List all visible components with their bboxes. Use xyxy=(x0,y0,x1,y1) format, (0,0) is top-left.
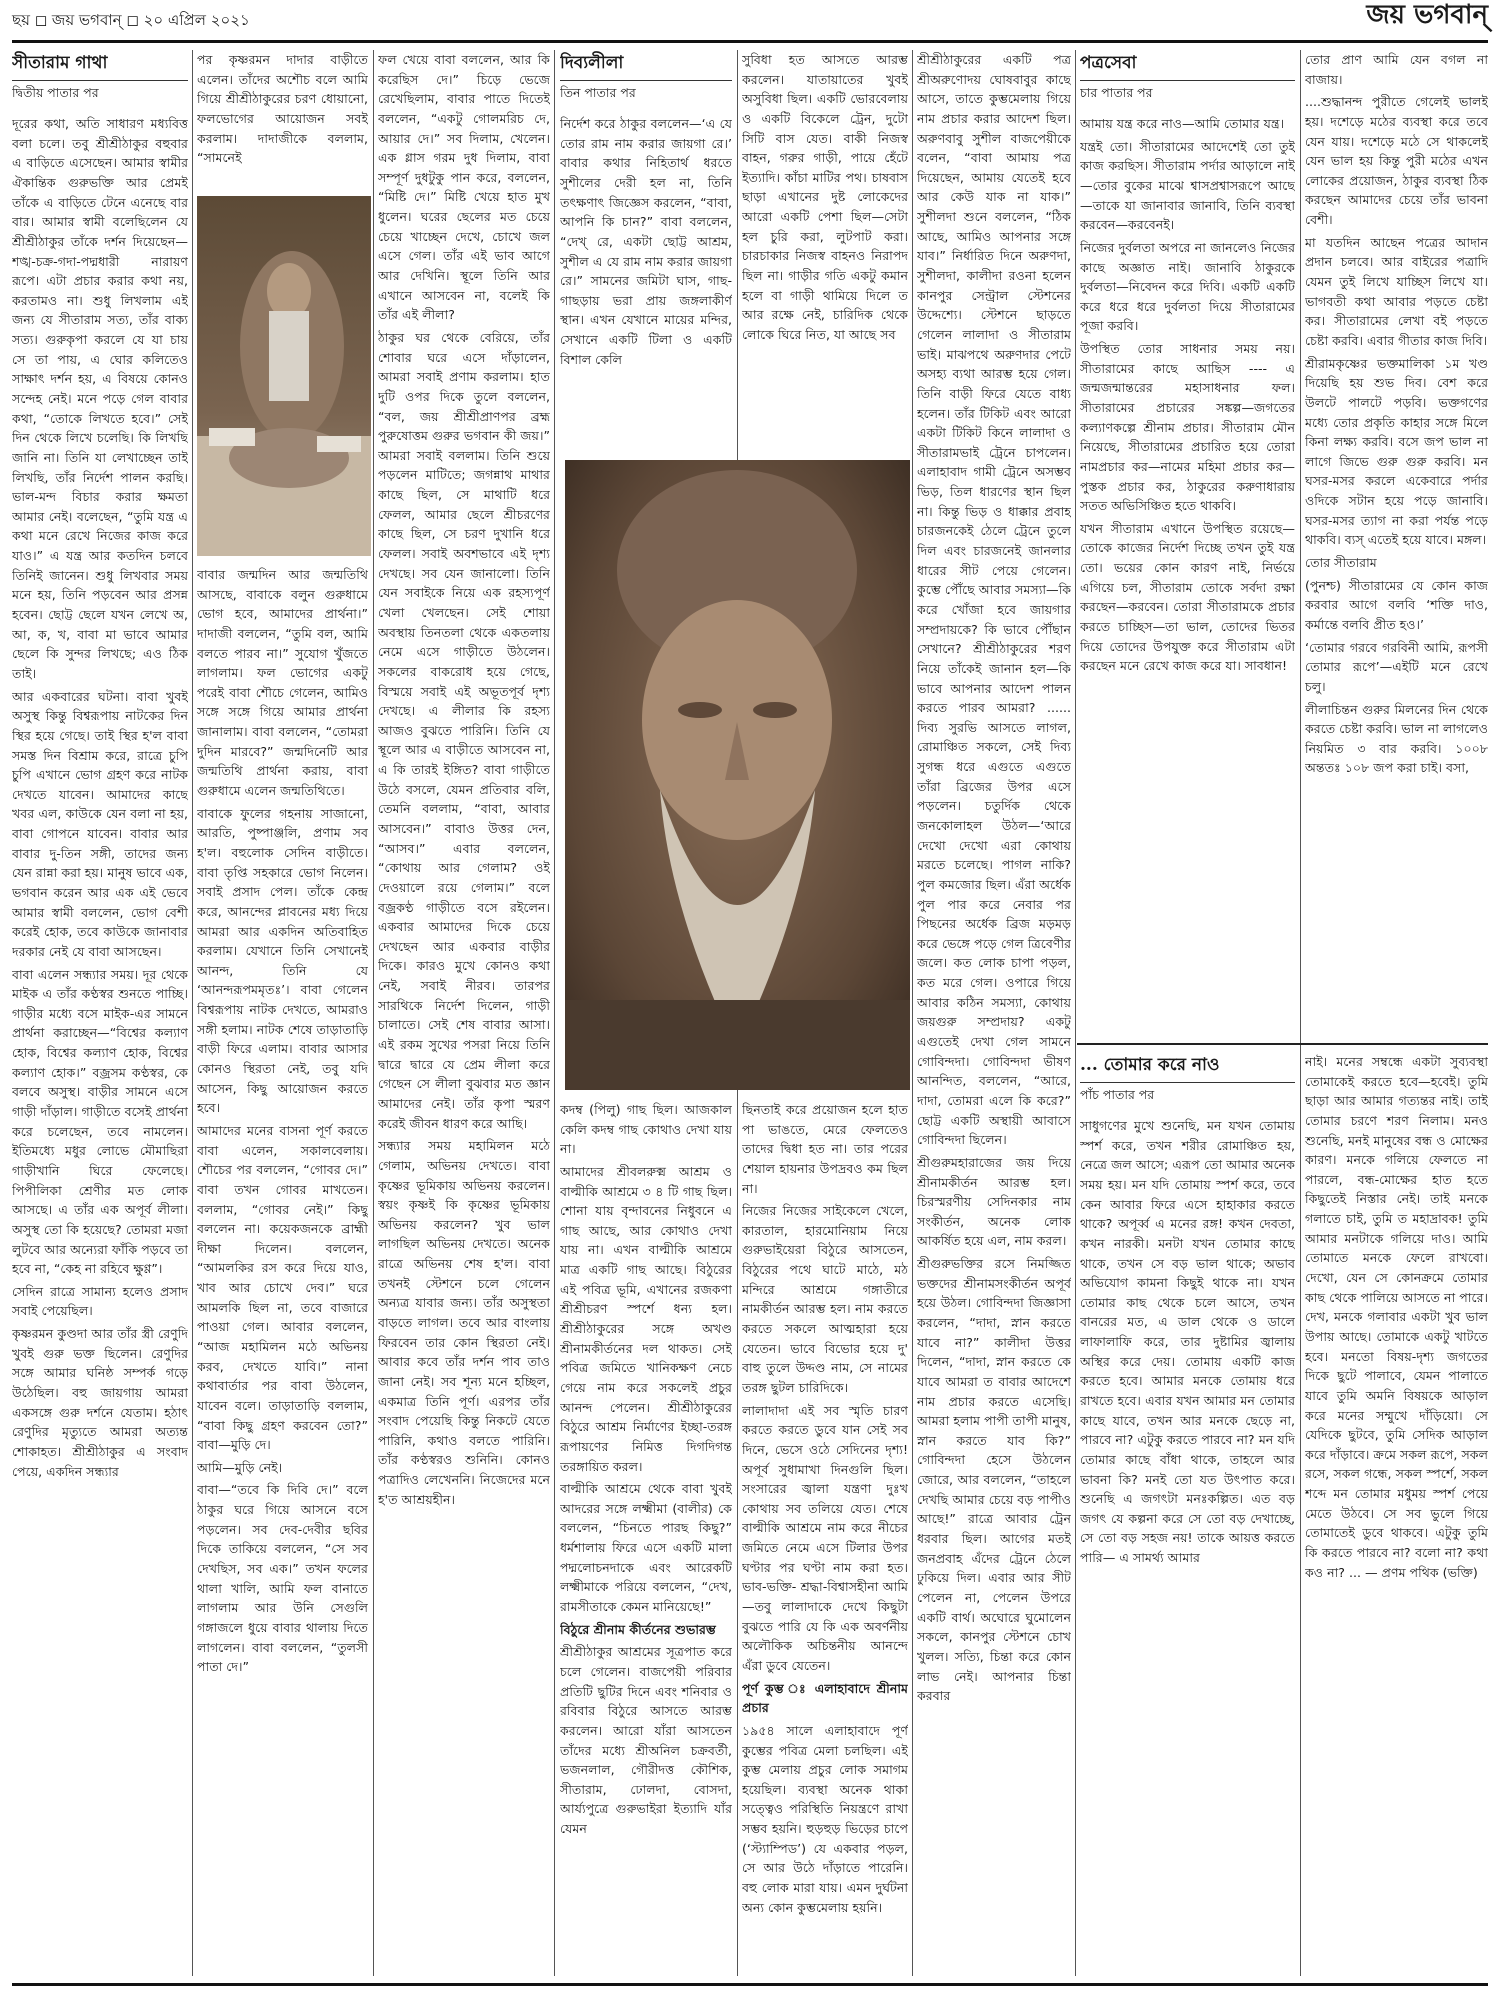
paragraph: আর একবারের ঘটনা। বাবা খুবই অসুস্থ কিন্তু বিশ্বরূপায় নাটকের দিন স্থির হয়ে গেছে। তাই স্থির হ'ল বাবা সমস্ত দিন বিশ্রাম করে, রাত্রে চুপি চুপি এখানে ভোগ গ্রহণ করে নাটক দেখতে যাবেন। আমাদের কাছে খবর এল, কাউকে যেন বলা না হয়, বাবা গোপনে যাবেন। বাবার আর বাবার দু-তিন সঙ্গী, তাদের জন্য যেন রান্না করা হয়। মানুষ ভাবে এক, ভগবান করেন আর এক এই ভেবে আমার স্বামী বললেন, ভোগ বেশী করেই হোক, তবে কাউকে জানাবার দরকার নেই যে বাবা আসছেন। xyxy=(12,688,188,959)
tomar-title: ... তোমার করে নাও xyxy=(1080,1052,1295,1083)
sitaram-continued: দ্বিতীয় পাতার পর xyxy=(12,84,99,100)
paragraph: বাল্মীকি আশ্রমে থেকে বাবা খুবই আদরের সঙ্গে লক্ষ্মীমা (বালীর) কে বললেন, “চিনতে পারছ কিছু?” ধর্মশালায় ফিরে এসে একটি মালা পদ্মলোচনদাকে এবং আরেকটি লক্ষ্মীমাকে পরিয়ে বললেন, “দেখ, রামসীতাকে কেমন মানিয়েছে!” xyxy=(560,1481,732,1615)
paragraph: তোর প্রাণ আমি যেন বগল না বাজায়। xyxy=(1305,52,1488,87)
paragraph: শ্রীগুরুভক্তির রসে নিমজ্জিত ভক্তদের শ্রীনামসংকীর্তন অপূর্ব হয়ে উঠল। গোবিন্দদা জিজ্ঞাসা করলেন, “দাদা, স্নান করতে যাবে না?” কালীদা উত্তর দিলেন, “দাদা, স্নান করতে কে যাবে আমরা ত বাবার আদেশে নাম প্রচার করতে এসেছি। আমরা হলাম পাপী তাপী মানুষ, স্নান করতে যাব কি?” গোবিন্দদা হেসে উঠলেন জোরে, আর বললেন, “তাহলে দেখছি আমার চেয়ে বড় পাপীও আছে!” রাত্রে আবার ট্রেন ধরবার ছিল। আগের মতই জনপ্রবাহ এঁদের ট্রেনে ঠেলে ঢুকিয়ে দিল। এবার আর সীট পেলেন না, পেলেন উপরে একটি বার্থ। অঘোরে ঘুমোলেন সকলে, কানপুর স্টেশনে চোখ খুলল। সত্যি, চিন্তা করে কোন লাভ নেই। আপনার চিন্তা করবার xyxy=(917,1256,1071,1704)
tomar-continued: পাঁচ পাতার পর xyxy=(1080,1086,1155,1102)
paragraph: লালাদাদা এই সব স্মৃতি চারণ করতে করতে ডুবে যান সেই সব দিনে, ভেসে ওঠে সেদিনের দৃশ্য! অপূর্ব সুধামাখা দিনগুলি ছিল। সংসারের জ্বালা যন্ত্রণা দুঃখ কোথায় সব তলিয়ে যেত। শেষে বাল্মীকি আশ্রমে নাম করে নীচের জমিতে নেমে এসে টিলার উপর ঘণ্টার পর ঘণ্টা নাম করা হত। ভাব-ভক্তি- শ্রদ্ধা-বিশ্বাসহীনা আমি—তবু লালাদাকে দেখে কিছুটা বুঝতে পারি যে কি এক অবর্ণনীয় অলৌকিক অচিন্তনীয় আনন্দে এঁরা ডুবে যেতেন। xyxy=(742,1402,908,1673)
paragraph: যন্ত্রই তো। সীতারামের আদেশেই তো তুই কাজ করছিস। সীতারাম পর্দার আড়ালে নাই—তোর বুকের মাঝে শ্বাসপ্রশ্বাসরূপে আছে—তাকে যা জানাবার জানাবি, তিনি ব্যবস্থা করবেন—করবেনই। xyxy=(1080,138,1295,233)
paragraph: ফল খেয়ে বাবা বললেন, আর কি করেছিস দে।” চিড়ে ভেজে রেখেছিলাম, বাবার পাতে দিতেই বললেন, “একটু গোলমরিচ দে, আয়ার দে।” সব দিলাম, খেলেন। এক গ্লাস গরম দুধ দিলাম, বাবা সম্পূর্ণ দুধটুকু পান করে, বললেন, “মিষ্টি দে।” মিষ্টি খেয়ে হাত মুখ ধুলেন। ঘরের ছেলের মত চেয়ে চেয়ে খাচ্ছেন দেখে, চোখে জল এসে গেল। তাঁর এই ভাব আগে আর দেখিনি। স্থূলে তিনি আর এখানে আসবেন না, বলেই কি তাঁর এই লীলা? xyxy=(378,52,550,323)
column-rule xyxy=(1300,50,1301,1976)
page-info: ছয় ◻ জয় ভগবান্ ◻ ২০ এপ্রিল ২০২১ xyxy=(12,11,250,29)
paragraph: আমি—মুড়ি নেই। xyxy=(197,1459,283,1475)
dibyalila-column-4-bottom xyxy=(560,1100,732,1976)
page-header xyxy=(12,0,1488,43)
sitaram-column-2-bottom xyxy=(197,565,368,1976)
paragraph: নির্দেশ করে ঠাকুর বললেন—‘এ যে তোর রাম নাম করার জায়গা রে।’ বাবার কথার নিহিতার্থ ধরতে সুশীলের দেরী হল না, তিনি তৎক্ষণাৎ জিজ্ঞেস করলেন, “বাবা, আপনি কি চান?” বাবা বললেন, “দেখ্ রে, একটা ছোট্ট আশ্রম, সুশীল এ যে রাম নাম করার জায়গা রে।” সামনের জমিটা ঘাস, গাছ-গাছড়ায় ভরা প্রায় জঙ্গলাকীর্ণ স্থান। এখন যেখানে মায়ের মন্দির, সেখানে একটি টিলা ও একটি বিশাল কেলি xyxy=(560,116,732,367)
paragraph: (পুনশ্চ) সীতারামের যে কোন কাজ করবার আগে বলবি ‘শক্তি দাও, কর্মান্তে বলবি প্রীত হও।’ xyxy=(1305,577,1488,632)
paragraph: শ্রীশ্রীঠাকুর আশ্রমের সূত্রপাত করে চলে গেলেন। বাজপেয়ী পরিবার প্রতিটি ছুটির দিনে এবং শনিবার ও রবিবার বিঠুরে আসতে আরম্ভ করলেন। আরো যাঁরা আসতেন তাঁদের মধ্যে শ্রীঅনিল চক্রবর্তী, ভজনলাল, গৌরীদত্ত কৌশিক, সীতারাম, ঢোলদা, বোসদা, আর্য্যপুত্রে গুরুভাইরা ইত্যাদি যাঁর যেমন xyxy=(560,1644,732,1837)
dibyalila-column-4-top xyxy=(560,50,732,455)
column-rule xyxy=(192,50,193,1976)
signature: তোর সীতারাম xyxy=(1305,555,1377,571)
paragraph: উপস্থিত তোর সাধনার সময় নয়। সীতারামের কাছে আছিস ---- এ জন্মজন্মান্তরের মহাসাধনার ফল। সীতারামের প্রচারের সঙ্কল্প—জগতের কল্যাণকল্পে শ্রীনাম প্রচার। সীতারাম মৌন নিয়েছে, সীতারামের প্রচারিত হয়ে তোরা নামপ্রচার কর—নামের মহিমা প্রচার কর—পুস্তক প্রচার কর, ঠাকুরের করুণাধারায় সতত অভিসিঞ্চিত হতে থাকবি। xyxy=(1080,341,1295,514)
dibyalila-title: দিব্যলীলা xyxy=(560,50,732,81)
patraseba-continued: চার পাতার পর xyxy=(1080,84,1153,100)
photo-sitaram-portrait xyxy=(565,460,910,1090)
paragraph: মা যতদিন আছেন পত্রের আদান প্রদান চলবে। আর বাইরের পত্রাদি যেমন তুই লিখে যাচ্ছিস লিখে যা। ভাগবতী কথা আবার পড়তে চেষ্টা কর। সীতারামের লেখা বই পড়তে চেষ্টা করবি। এবার গীতার কাজ দিবি। xyxy=(1305,234,1488,348)
paragraph: বাবাকে ফুলের গহনায় সাজানো, আরতি, পুষ্পাঞ্জলি, প্রণাম সব হ'ল। বহুলোক সেদিন বাড়ীতে। বাবা তৃপ্তি সহকারে ভোগ নিলেন। সবাই প্রসাদ পেল। তাঁকে কেন্দ্র করে, আনন্দের প্লাবনের মধ্য দিয়ে আমরা আর একদিন অতিবাহিত করলাম। যেখানে তিনি সেখানেই আনন্দ, তিনি যে ‘আনন্দরূপমমৃতঃ’। বাবা গেলেন বিশ্বরূপায় নাটক দেখতে, আমরাও সঙ্গী হলাম। নাটক শেষে তাড়াতাড়ি বাড়ী ফিরে এলাম। বাবার আসার কোনও স্থিরতা নেই, তবু যদি আসেন, কিছু আয়োজন করতে হবে। xyxy=(197,805,368,1116)
patraseba-column-7 xyxy=(1080,50,1295,1035)
paragraph: কদম্ব (পিলু) গাছ ছিল। আজকাল কেলি কদম্ব গাছ কোথাও দেখা যায় না। xyxy=(560,1102,732,1157)
paragraph: সাধুগণের মুখে শুনেছি, মন যখন তোমায় স্পর্শ করে, তখন শরীর রোমাঞ্চিত হয়, নেত্রে জল আসে; এরূপ তো আমার অনেক সময় হয়। মন যদি তোমায় স্পর্শ করে, তবে কেন আবার ফিরে এসে হাহাকার করতে থাকে? অপূর্ব্ব এ মনের রঙ্গ! কখন দেবতা, কখন নারকী। মনটা যখন তোমার কাছে থাকে, তখন সে বড় ভাল থাকে; অভাব অভিযোগ কামনা কিছুই থাকে না। যখন তোমার কাছ থেকে চলে আসে, তখন বানরের মত, এ ডাল থেকে ও ডালে লাফালাফি করে, তার দুষ্টামির জ্বালায় অস্থির করে দেয়। তোমায় একটি কাজ করতে হবে। আমার মনকে তোমায় ধরে রাখতে হবে। এবার যখন আমার মন তোমার কাছে যাবে, তখন আর মনকে ছেড়ে না, পারবে না? এটুকু করতে পারবে না? মন যদি তোমার কাছে বাঁধা থাকে, তাহলে আর ভাবনা কি? মনই তো যত উৎপাত করে। শুনেছি এ জগৎটা মনঃকল্পিত। এত বড় জগৎ যে কল্পনা করে সে তো বড় দেখাচ্ছে, সে তো বড় সহজ নয়! তাকে আয়ত্ত করতে পারি— এ সামর্থ্য আমার xyxy=(1080,1118,1295,1566)
patraseba-title: পত্রসেবা xyxy=(1080,50,1295,81)
paragraph: লীলাচিন্তন গুরুর মিলনের দিন থেকে করতে চেষ্টা করবি। ভাল না লাগলেও নিয়মিত ৩ বার করবি। ১০০৮ অন্ততঃ ১০৮ জপ করা চাই। বসা, xyxy=(1305,701,1488,776)
paragraph: ১৯৫৪ সালে এলাহাবাদে পূর্ণ কুম্ভের পবিত্র মেলা চলছিল। এই কুম্ভ মেলায় প্রচুর লোক সমাগম হয়েছিল। ব্যবস্থা অনেক থাকা সত্ত্বেও পরিস্থিতি নিয়ন্ত্রণে রাখা সম্ভব হয়নি। হুড়হুড় ভিড়ের চাপে (‘স্ট্যাম্পিড’) যে একবার পড়ল, সে আর উঠে দাঁড়াতে পারেনি। বহু লোক মারা যায়। এমন দুর্ঘটনা অন্য কোন কুম্ভমেলায় হয়নি। xyxy=(742,1722,908,1915)
dibyalila-column-6 xyxy=(917,50,1071,1976)
sitaram-column-3 xyxy=(378,50,550,1976)
paragraph: আমায় যন্ত্র করে নাও—আমি তোমার যন্ত্র। xyxy=(1080,116,1285,132)
paragraph: নাই। মনের সম্বন্ধে একটা সুব্যবস্থা তোমাকেই করতে হবে—হবেই। তুমি ছাড়া আর আমার গত্যন্তর নাই। তাই তোমার চরণে শরণ নিলাম। মনও শুনেছি, মনই মানুষের বন্ধ ও মোক্ষের কারণ। মনকে গলিয়ে ফেলতে না পারলে, বন্ধ-মোক্ষের হাত হতে কিছুতেই নিস্তার নেই। তাই মনকে গলাতে চাই, তুমি ত মহাদ্রাবক! তুমি আমার মনটাকে গলিয়ে দাও। আমি তোমাতে মনকে ফেলে রাখবো। দেখো, যেন সে কোনক্রমে তোমার কাছ থেকে পালিয়ে আসতে না পারে। দেখ, মনকে গলাবার একটা খুব ভাল উপায় আছে। তোমাকে একটু খাটতে হবে। মনতো বিষয়-দৃশ্য জগতের দিকে ছুটে পালাবে, যেমন পালাতে যাবে তুমি অমনি বিষয়কে আড়াল করে মনের সম্মুখে দাঁড়িয়ো। সে যেদিকে ছুটবে, তুমি সেদিক আড়াল করে দাঁড়াবে। ক্রমে সকল রূপে, সকল রসে, সকল গন্ধে, সকল স্পর্শে, সকল শব্দে মন তোমার মধুময় স্পর্শ পেয়ে মেতে উঠবে। সে সব ভুলে গিয়ে তোমাতেই ডুবে থাকবে। এটুকু তুমি কি করতে পারবে না? বলো না? কথা কও না? ... — প্রণম পথিক (ভক্তি) xyxy=(1305,1054,1488,1580)
paragraph: ‘তোমার গরবে গরবিনী আমি, রূপসী তোমার রূপে’—এইটি মনে রেখে চলু। xyxy=(1305,639,1488,694)
masthead: জয় ভগবান্ xyxy=(1366,0,1488,30)
paragraph: দূরের কথা, অতি সাধারণ মধ্যবিত্ত বলা চলে। তবু শ্রীশ্রীঠাকুর বহুবার এ বাড়িতে এসেছেন। আমার স্বামীর ঐকান্তিক গুরুভক্তি আর প্রেমই তাঁকে এ বাড়িতে টেনে এনেছে বার বার। আমার স্বামী বলেছিলেন যে শ্রীশ্রীঠাকুর তাঁকে দর্শন দিয়েছেন—শঙ্খ-চক্র-গদা-পদ্মধারী নারায়ণ রূপে। এটা প্রচার করার কথা নয়, করতামও না। শুধু লিখলাম এই জন্য যে সীতারাম সত্য, তাঁর বাক্য সত্য। গুরুকৃপা করলে যে যা চায় সে তা পায়, এ ঘোর কলিতেও সাক্ষাৎ দর্শন হয়, এ বিষয়ে কোনও সন্দেহ নেই। মনে পড়ে গেল বাবার কথা, “তোকে লিখতে হবে।” সেই দিন থেকে লিখে চলেছি। কি লিখছি জানি না। তিনি যা লেখাচ্ছেন তাই লিখছি, তাঁর নির্দেশ পালন করছি। ভাল-মন্দ বিচার করার ক্ষমতা আমার নেই। বলেছেন, “তুমি যন্ত্র এ কথা মনে রেখে নিজের কাজ করে যাও।” এ যন্ত্র আর কতদিন চলবে তিনিই জানেন। শুধু লিখবার সময় মনে হয়, তিনি পড়বেন আর প্রসন্ন হবেন। ছোট্ট ছেলে যখন লেখে অ, আ, ক, খ, বাবা মা ভাবে আমার ছেলে কি সুন্দর লিখছে; এও ঠিক তাই। xyxy=(12,116,188,681)
dibyalila-continued: তিন পাতার পর xyxy=(560,84,636,100)
subheading: বিঠুরে শ্রীনাম কীর্তনের শুভারম্ভ xyxy=(560,1621,716,1637)
section-rule xyxy=(1077,1043,1488,1045)
sitaram-title: সীতারাম গাথা xyxy=(12,50,188,81)
sitaram-column-1 xyxy=(12,50,188,1976)
paragraph: যখন সীতারাম এখানে উপস্থিত রয়েছে—তোকে কাজের নির্দেশ দিচ্ছে তখন তুই যন্ত্র তো। ভয়ের কোন কারণ নাই, নির্ভয়ে এগিয়ে চল, সীতারাম তোকে সর্বদা রক্ষা করছেন—করবেন। তোরা সীতারামকে প্রচার করতে চাচ্ছিস—তা ভাল, তোদের ভিতর দিয়ে তোদের উপযুক্ত করে সীতারাম এটা করছেন মনে রেখে কাজ করে যা। সাবধান! xyxy=(1080,520,1295,674)
paragraph: নিজের দুর্বলতা অপরে না জানলেও নিজের কাছে অজ্ঞাত নাই। জানাবি ঠাকুরকে দুর্বলতা—নিবেদন করে দিবি। একটি একটি করে ধরে ধরে দুর্বলতা দিয়ে সীতারামের পূজা করবি। xyxy=(1080,239,1295,334)
tomar-column-7 xyxy=(1080,1052,1295,1976)
paragraph: সেদিন রাত্রে সামান্য হলেও প্রসাদ সবাই পেয়েছিল। xyxy=(12,1283,188,1319)
paragraph: বাবা এলেন সন্ধ্যার সময়। দূর থেকে মাইক এ তাঁর কণ্ঠস্বর শুনতে পাচ্ছি। গাড়ীর মধ্যে বসে মাইক-এর সামনে প্রার্থনা করাচ্ছেন—“বিশ্বের কল্যাণ হোক, বিশ্বের কল্যাণ হোক, বিশ্বের কল্যাণ হোক।” বজ্রসম কণ্ঠস্বর, কে বলবে অসুস্থ। বাড়ীর সামনে এসে গাড়ী দাঁড়াল। গাড়ীতে বসেই প্রার্থনা করে চলেছেন, তবে নামলেন। ইতিমধ্যে মধুর লোভে মৌমাছিরা গাড়ীখানি ঘিরে ফেলেছে। পিপীলিকা শ্রেণীর মত লোক আসছে। এ তাঁর এক অপূর্ব লীলা। অসুস্থ তো কি হয়েছে? তোমরা মজা লুটবে আর অন্যেরা ফাঁকি পড়বে তা হবে না, “কেহ না রহিবে ক্ষুণ্ণ”। xyxy=(12,966,188,1277)
tomar-column-8 xyxy=(1305,1052,1488,1976)
paragraph: ঠাকুর ঘর থেকে বেরিয়ে, তাঁর শোবার ঘরে এসে দাঁড়ালেন, আমরা সবাই প্রণাম করলাম। হাত দুটি ওপর দিকে তুলে বললেন, “বল, জয় শ্রীশ্রীপ্রাণপর ব্রহ্ম পুরুষোত্তম গুরুর ভগবান কী জয়।” আমরা সবাই বললাম। তিনি শুয়ে পড়লেন মাটিতে; জগন্নাথ মাথার কাছে ছিল, সে মাথাটি ধরে ফেলল, আমার ছেলে শ্রীচরণের কাছে ছিল, সে চরণ দুখানি ধরে ফেলল। সবাই অবশভাবে এই দৃশ্য দেখছে। সব যেন জানালো। তিনি যেন সবাইকে নিয়ে এক রহস্যপূর্ণ খেলা খেলছেন। সেই শোয়া অবস্থায় তিনতলা থেকে একতলায় নেমে এসে গাড়ীতে উঠলেন। সকলের বাকরোধ হয়ে গেছে, বিস্ময়ে সবাই এই অভূতপূর্ব দৃশ্য দেখছে। এ লীলার কি রহস্য আজও বুঝতে পারিনি। তিনি যে স্থূলে আর এ বাড়ীতে আসবেন না, এ কি তারই ইঙ্গিত? বাবা গাড়ীতে উঠে বসলে, যেমন প্রতিবার বলি, তেমনি বললাম, “বাবা, আবার আসবেন।” বাবাও উত্তর দেন, “আসব।” এবার বললেন, “কোথায় আর গেলাম? ওই দেওয়ালে রয়ে গেলাম।” বলে বজ্রকণ্ঠ গাড়ীতে বসে রইলেন। একবার আমাদের দিকে চেয়ে দেখছেন আর একবার বাড়ীর দিকে। কারও মুখে কোনও কথা নেই, সবাই নীরব। তারপর সারথিকে নির্দেশ দিলেন, গাড়ী চালাতে। সেই শেষ বাবার আসা। এই রকম সুখের পসরা নিয়ে তিনি দ্বারে দ্বারে যে প্রেম লীলা করে গেছেন সে লীলা বুঝবার মত জ্ঞান আমাদের নেই। তাঁর কৃপা স্মরণ করেই জীবন ধারণ করে আছি। xyxy=(378,329,550,1131)
sitaram-column-2-top xyxy=(197,50,368,190)
footer-rule xyxy=(12,1983,1488,1986)
paragraph: আমাদের শ্রীবলরুক্ম আশ্রম ও বাল্মীকি আশ্রমে ৩ ৪ টি গাছ ছিল। শোনা যায় বৃন্দাবনের নিধুবনে এ গাছ আছে, আর কোথাও দেখা যায় না। এখন বাল্মীকি আশ্রমে মাত্র একটি গাছ আছে। বিঠুরের এই পবিত্র ভূমি, এখানের রজকণা শ্রীশ্রীচরণ স্পর্শে ধন্য হল। শ্রীশ্রীঠাকুরের সঙ্গে অখণ্ড শ্রীনামকীর্তনের দল থাকত। সেই পবিত্র জমিতে খানিকক্ষণ নেচে গেয়ে নাম করে সকলেই প্রচুর আনন্দ পেলেন। শ্রীশ্রীঠাকুরের বিঠুরে আশ্রম নির্মাণের ইচ্ছা-তরঙ্গ রূপায়ণের নিমিত্ত দিগদিগন্ত তরঙ্গায়িত করল। xyxy=(560,1163,732,1474)
paragraph: সুবিধা হত আসতে আরম্ভ করলেন। যাতায়াতের খুবই অসুবিধা ছিল। একটি ভোরবেলায় ও একটি বিকেলে ট্রেন, দুটো সিটি বাস যেত। বাকী নিজস্ব বাহন, গরুর গাড়ী, পায়ে হেঁটে ইত্যাদি। কাঁচা মাটির পথ। চাষবাস ছাড়া এখানের দুষ্ট লোকেদের আরো একটি পেশা ছিল—সেটা হল চুরি করা, লুটপাট করা। চারচাকার নিজস্ব বাহনও নিরাপদ ছিল না। গাড়ীর গতি একটু কমান হলে বা গাড়ী থামিয়ে দিলে ত আর রক্ষে নেই, চারিদিক থেকে লোকে ঘিরে নিত, যা আছে সব xyxy=(742,52,908,342)
column-rule xyxy=(912,50,913,1976)
paragraph: পর কৃষ্ণরমন দাদার বাড়ীতে এলেন। তাঁদের অশৌচ বলে আমি গিয়ে শ্রীশ্রীঠাকুরের চরণ ধোয়ানো, ফলভোগের আয়োজন সবই করলাম। দাদাজীকে বললাম, “সামনেই xyxy=(197,52,368,166)
paragraph: ছিনতাই করে প্রয়োজন হলে হাত পা ভাঙতে, মেরে ফেলতেও তাদের দ্বিধা হত না। তার পরের শেয়াল হায়নার উপদ্রবও কম ছিল না। xyxy=(742,1102,908,1196)
photo-sitaram-seated xyxy=(197,196,371,556)
paragraph: কৃষ্ণরমন কুণ্ডদা আর তাঁর স্ত্রী রেণুদি খুবই গুরু ভক্ত ছিলেন। রেণুদির সঙ্গে আমার ঘনিষ্ঠ সম্পর্ক গড়ে উঠেছিল। বহু জায়গায় আমরা একসঙ্গে গুরু দর্শনে যেতাম। হঠাৎ রেণুদির মৃত্যুতে আমরা অত্যন্ত শোকাহত। শ্রীশ্রীঠাকুর এ সংবাদ পেয়ে, একদিন সন্ধ্যার xyxy=(12,1326,188,1479)
column-rule xyxy=(1075,50,1076,1976)
dibyalila-column-5-bottom xyxy=(742,1100,908,1976)
paragraph: বাবার জন্মদিন আর জন্মতিথি আসছে, বাবাকে বলুন গুরুধামে ভোগ হবে, আমাদের প্রার্থনা।” দাদাজী বললেন, “তুমি বল, আমি বলতে পারব না।” সুযোগ খুঁজতে লাগলাম। ফল ভোগের একটু পরেই বাবা শৌচে গেলেন, আমিও সঙ্গে সঙ্গে গিয়ে আমার প্রার্থনা জানালাম। বাবা বললেন, “তোমরা দুদিন মারবে?” জন্মদিনেটি আর জন্মতিথি প্রার্থনা করায়, বাবা গুরুধামে এলেন জন্মতিথিতে। xyxy=(197,567,368,799)
paragraph: শ্রীগুরুমহারাজের জয় দিয়ে শ্রীনামকীর্তন আরম্ভ হল। চিরস্মরণীয় সেদিনকার নাম সংকীর্তন, অনেক লোক আকর্ষিত হয়ে এল, নাম করল। xyxy=(917,1154,1071,1249)
subheading: পূর্ণ কুম্ভ ঃ এলাহাবাদে শ্রীনাম প্রচার xyxy=(742,1680,908,1716)
column-rule xyxy=(373,50,374,1976)
paragraph: নিজের নিজের সাইকেলে খেলে, কারতাল, হারমোনিয়াম নিয়ে গুরুভাইয়েরা বিঠুরে আসতেন, বিঠুরের পথে ঘাটে মাঠে, মঠ মন্দিরে আশ্রমে গঙ্গাতীরে নামকীর্তন আরম্ভ হল। নাম করতে করতে সকলে আত্মহারা হয়ে যেতেন। ভাবে বিভোর হয়ে দু' বাহু তুলে উদ্দণ্ড নাম, সে নামের তরঙ্গ ছুটল চারিদিকে। xyxy=(742,1203,908,1395)
dibyalila-column-5-top xyxy=(742,50,908,455)
patraseba-column-8 xyxy=(1305,50,1488,1035)
paragraph: বাবা—“তবে কি দিবি দে।” বলে ঠাকুর ঘরে গিয়ে আসনে বসে পড়লেন। সব দেব-দেবীর ছবির দিকে তাকিয়ে বললেন, “সে সব দেখছিস, সব এক।” তখন ফলের থালা খালি, আমি ফল বানাতে লাগলাম আর উনি সেগুলি গঙ্গাজলে ধুয়ে বাবার থালায় দিতে লাগলেন। বাবা বললেন, “তুলসী পাতা দে।” xyxy=(197,1482,368,1675)
paragraph: শ্রীরামকৃষ্ণের ভক্তমালিকা ১ম খণ্ড দিয়েছি হয় শুভ দিব। বেশ করে উলটে পালটে পড়বি। ভক্তগণের মধ্যে তোর প্রকৃতি কাহার সঙ্গে মিলে কিনা লক্ষ্য করবি। বসে জপ ভাল না লাগে জিভে গুরু গুরু করবি। মন ঘসর-মসর করলে একেবারে পর্দার ওদিকে সটান হয়ে পড়ে জানাবি। ঘসর-মসর ত্যাগ না করা পর্যন্ত পড়ে থাকবি। ব্যস্‌ এতেই হয়ে যাবে। মঙ্গল। xyxy=(1305,355,1488,548)
paragraph: শ্রীশ্রীঠাকুরের একটি পত্র শ্রীঅরুণোদয় ঘোষবাবুর কাছে আসে, তাতে কুম্ভমেলায় গিয়ে নাম প্রচার করার আদেশ ছিল। অরুণবাবু সুশীল বাজপেয়ীকে বলেন, “বাবা আমায় পত্র দিয়েছেন, আমায় যেতেই হবে আর কেউ যাক না যাক।” সুশীলদা শুনে বললেন, “ঠিক আছে, আমিও আপনার সঙ্গে যাব।” নির্ধারিত দিনে অরুণদা, সুশীলদা, কালীদা রওনা হলেন কানপুর সেন্ট্রাল স্টেশনের উদ্দেশ্যে। স্টেশনে ছাড়তে গেলেন লালাদা ও সীতারাম ভাই। মাঝপথে অরুণদার পেটে অসহ্য ব্যথা আরম্ভ হয়ে গেল। তিনি বাড়ী ফিরে যেতে বাধ্য হলেন। তাঁর টিকিট এবং আরো একটা টিকিট কিনে লালাদা ও সীতারামভাই ট্রেনে চাপলেন। এলাহাবাদ গামী ট্রেনে অসম্ভব ভিড়, তিল ধারণের স্থান ছিল না। কিন্তু ভিড় ও ধাক্কার প্রবাহ চারজনকেই ঠেলে ট্রেনে তুলে দিল এবং চারজনেই জানলার ধারের সীট পেয়ে গেলেন। কুম্ভে পৌঁছে আবার সমস্যা—কি করে খোঁজা হবে জায়গার সম্প্রদায়কে? কি ভাবে পৌঁছান সেখানে? শ্রীশ্রীঠাকুরের শরণ নিয়ে তাঁকেই জানান হল—কি ভাবে আপনার আদেশ পালন করতে পারব আমরা? ...... দিব্য সুরভি আসতে লাগল, রোমাঞ্চিত সকলে, সেই দিব্য সুগন্ধ ধরে এগুতে এগুতে তাঁরা ব্রিজের উপর এসে পড়লেন। চতুর্দিক থেকে জনকোলাহল উঠল—‘আরে দেখো দেখো এরা কোথায় মরতে চলেছে। পাগল নাকি? পুল কমজোর ছিল। এঁরা অর্ধেক পুল পার করে নেবার পর পিছনের অর্ধেক ব্রিজ মড়মড় করে ভেঙ্গে পড়ে গেল ত্রিবেণীর জলে। কত লোক চাপা পড়ল, কত মরে গেল। ওপারে গিয়ে আবার কঠিন সমস্যা, কোথায় জয়গুরু সম্প্রদায়? একটু এগুতেই দেখা গেল সামনে গোবিন্দদা। গোবিন্দদা ভীষণ আনন্দিত, বললেন, “আরে, দাদা, তোমরা এলে কি করে?” ছোট্ট একটি অস্থায়ী আবাসে গোবিন্দদা ছিলেন। xyxy=(917,52,1071,1148)
column-rule xyxy=(554,50,555,1976)
paragraph: আমাদের মনের বাসনা পূর্ণ করতে বাবা এলেন, সকালবেলায়। শৌচের পর বললেন, “গোবর দে।” বাবা তখন গোবর মাখতেন। বললাম, “গোবর নেই।” কিছু বললেন না। কয়েকজনকে ব্রাহ্মী দীক্ষা দিলেন। বললেন, “আমলকির রস করে দিয়ে যাও, খাব আর চোখে দেব।” ঘরে আমলকি ছিল না, তবে বাজারে পাওয়া গেল। আবার বললেন, “আজ মহামিলন মঠে অভিনয় করব, দেখতে যাবি।” নানা কথাবার্তার পর বাবা উঠলেন, যাবেন বলে। তাড়াতাড়ি বললাম, “বাবা কিছু গ্রহণ করবেন তো?” বাবা—মুড়ি দে। xyxy=(197,1122,368,1453)
paragraph: ....শুদ্ধানন্দ পুরীতে গেলেই ভালই হয়। দশেড়ে মঠের ব্যবস্থা করে তবে যেন যায়। দশেড়ে মঠে সে থাকলেই যেন ভাল হয় কিন্তু পুরী মঠের এখন লোকের প্রয়োজন, ঠাকুর ব্যবস্থা ঠিক করছেন আমাদের চেয়ে তাঁর ভাবনা বেশী। xyxy=(1305,94,1488,228)
paragraph: সন্ধ্যার সময় মহামিলন মঠে গেলাম, অভিনয় দেখতে। বাবা কৃষ্ণের ভূমিকায় অভিনয় করলেন। স্বয়ং কৃষ্ণই কি কৃষ্ণের ভূমিকায় অভিনয় করলেন? খুব ভাল লাগছিল অভিনয় দেখতে। অনেক রাত্রে অভিনয় শেষ হ'ল। বাবা তখনই স্টেশনে চলে গেলেন অন্যত্র যাবার জন্য। তাঁর অসুস্থতা বাড়তে লাগল। তবে আর বাংলায় ফিরবেন তার কোন স্থিরতা নেই। আবার কবে তাঁর দর্শন পাব তাও জানা নেই। সব শূন্য মনে হচ্ছিল, একমাত্র তিনি পূর্ণ। এরপর তাঁর সংবাদ পেয়েছি কিন্তু নিকটে যেতে পারিনি, কথাও বলতে পারিনি। তাঁর কণ্ঠস্বরও শুনিনি। কোনও পত্রাদিও লেখেননি। নিজেদের মনে হ'ত আশ্রয়হীন। xyxy=(378,1138,550,1507)
